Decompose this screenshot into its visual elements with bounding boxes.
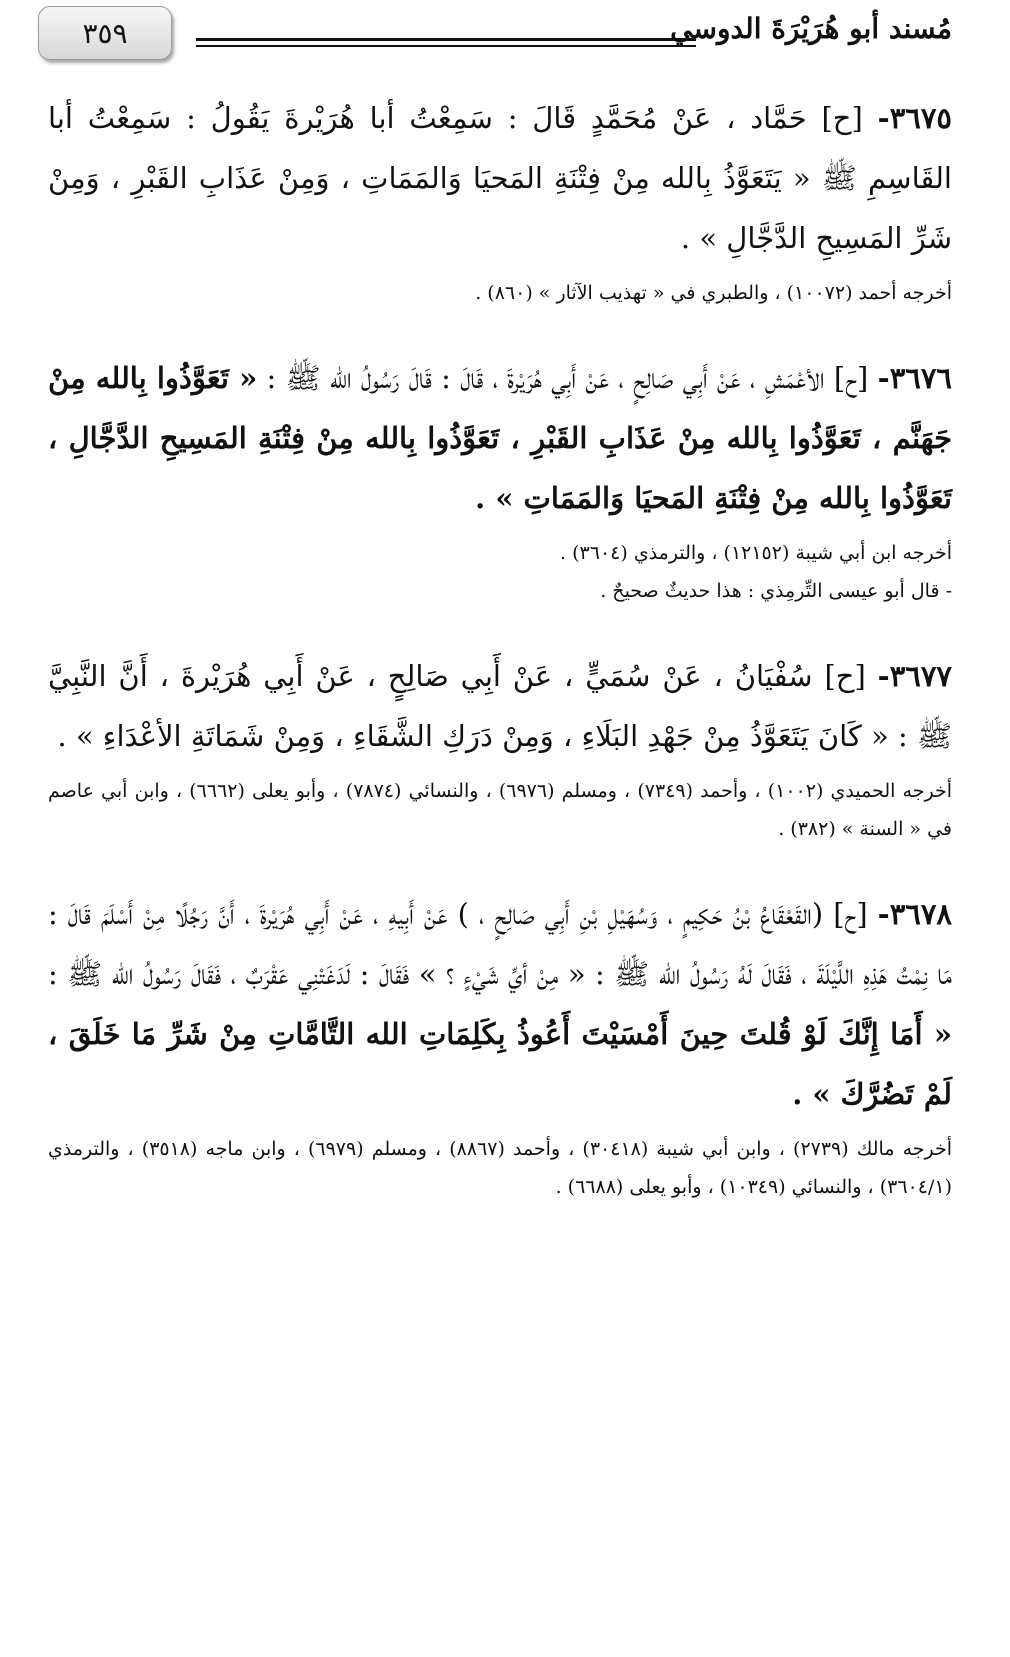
hadith-body: [ح] حَمَّاد ، عَنْ مُحَمَّدٍ قَالَ : سَمِعْتُ أبا هُرَيْرةَ يَقُولُ : سَمِعْتُ أبا القَاسِمِ ﷺ « يَتَعَوَّذُ بِالله مِنْ فِتْنَةِ المَحيَا وَالمَمَاتِ ، وَمِنْ عَذَابِ القَبْرِ ، وَمِنْ شَرِّ المَسِيحِ الدَّجَّالِ » . [48,101,952,255]
hadith-isnad: [ح] (القَعْقَاعُ بْنُ حَكِيمٍ ، وَسُهَيْلِ بْنِ أَبِي صَالِحٍ ، ) عَنْ أَبِيهِ ، عَنْ أَبِي هُرَيْرةَ ، أَنَّ رَجُلًا مِنْ أَسْلَمَ قَالَ : مَا نِمْتُ هَذِهِ اللَّيْلَةَ ، فَقَالَ لَهُ رَسُولُ الله ﷺ : « مِنْ أيِّ شَيْءٍ ؟ » فَقَالَ : لَدَغَتْنِي عَقْرَبٌ ، فَقَالَ رَسُولُ الله ﷺ : [48,897,952,991]
hadith-3676 [48,348,952,610]
hadith-text [48,884,952,1124]
hadith-number: ٣٦٧٦- [877,361,953,395]
takhrij-footnote: أخرجه مالك (٢٧٣٩) ، وابن أبي شيبة (٣٠٤١٨) ، وأحمد (٨٨٦٧) ، ومسلم (٦٩٧٩) ، وابن ماجه (٣٥١٨) ، والترمذي (٣٦٠٤/١) ، والنسائي (١٠٣٤٩) ، وأبو يعلى (٦٦٨٨) . [48,1138,953,1198]
header-rule [196,38,696,41]
hadith-text [48,88,952,268]
hadith-body: [ح] سُفْيَانُ ، عَنْ سُمَيٍّ ، عَنْ أَبِي صَالِحٍ ، عَنْ أَبِي هُرَيْرةَ ، أَنَّ النَّبِيَّ ﷺ : « كَانَ يَتَعَوَّذُ مِنْ جَهْدِ البَلَاءِ ، وَمِنْ دَرَكِ الشَّقَاءِ ، وَمِنْ شَمَاتَةِ الأعْدَاءِ » . [48,659,952,753]
hadith-quote: « أَمَا إِنَّكَ لَوْ قُلتَ حِينَ أَمْسَيْتَ أَعُوذُ بِكَلِمَاتِ الله التَّامَّاتِ مِنْ شَرِّ مَا خَلَقَ ، لَمْ تَضُرَّكَ » . [48,1017,952,1111]
hadith-quote: « تَعَوَّذُوا بِالله مِنْ جَهَنَّم ، تَعَوَّذُوا بِالله مِنْ عَذَابِ القَبْرِ ، تَعَوَّذُوا بِالله مِنْ فِتْنَةِ المَسِيحِ الدَّجَّالِ ، تَعَوَّذُوا بِالله مِنْ فِتْنَةِ المَحيَا وَالمَمَاتِ » . [48,361,952,515]
page-content [48,88,952,1242]
hadith-text [48,348,952,528]
running-title: مُسند أبو هُرَيْرَةَ الدوسي [670,12,952,45]
takhrij-footnote: أخرجه أحمد (١٠٠٧٢) ، والطبري في « تهذيب الآثار » (٨٦٠) . [475,282,952,304]
hadith-3677 [48,646,952,848]
hadith-3675 [48,88,952,312]
tirmidhi-note: - قال أبو عيسى التِّرمِذي : هذا حديثٌ صحيحٌ . [600,580,952,602]
hadith-3678 [48,884,952,1206]
hadith-text [48,646,952,766]
page-number-text: ٣٥٩ [82,16,128,50]
takhrij-footnote: أخرجه الحميدي (١٠٠٢) ، وأحمد (٧٣٤٩) ، ومسلم (٦٩٧٦) ، والنسائي (٧٨٧٤) ، وأبو يعلى (٦٦٦٢) ، وابن أبي عاصم في « السنة » (٣٨٢) . [48,780,952,840]
hadith-number: ٣٦٧٧- [877,659,953,693]
hadith-number: ٣٦٧٥- [877,101,953,135]
hadith-isnad: [ح] الأعْمَشِ ، عَنْ أَبِي صَالِحٍ ، عَنْ أَبِي هُرَيْرةَ ، قَالَ : قَالَ رَسُولُ الله ﷺ : [257,361,869,395]
takhrij-footnote: أخرجه ابن أبي شيبة (١٢١٥٢) ، والترمذي (٣٦٠٤) . [560,542,952,564]
header-rule-thin [196,45,696,47]
page-number [38,6,172,60]
hadith-number: ٣٦٧٨- [877,897,953,931]
